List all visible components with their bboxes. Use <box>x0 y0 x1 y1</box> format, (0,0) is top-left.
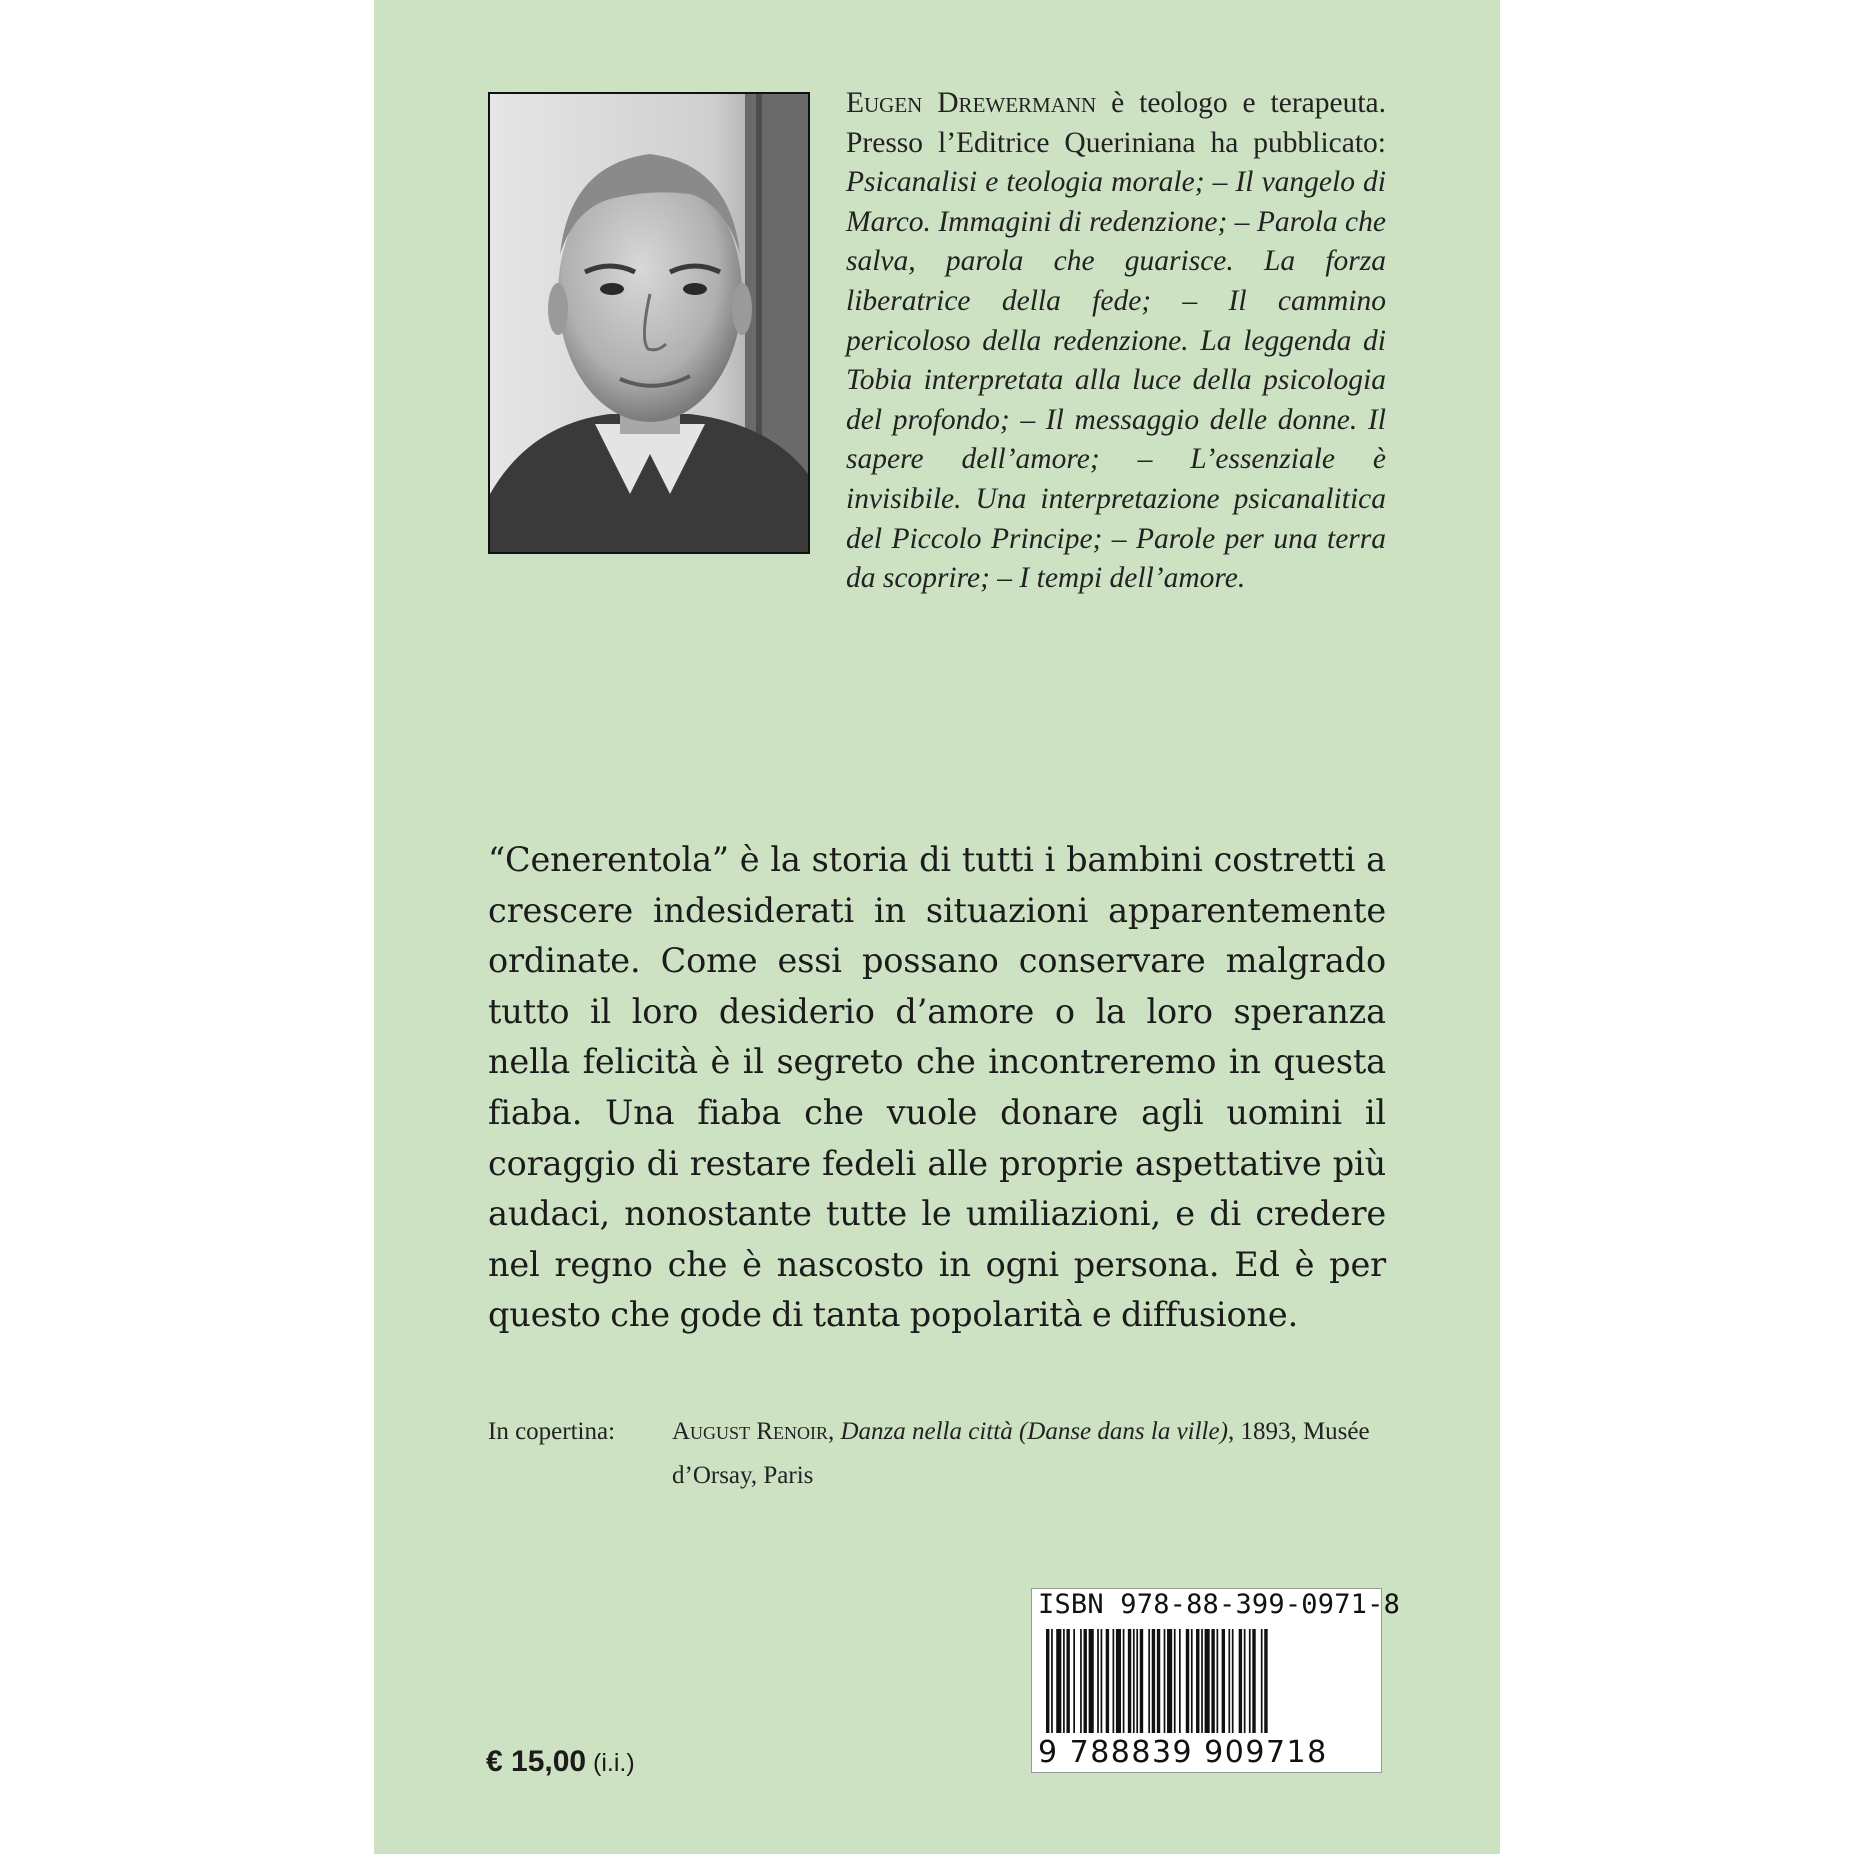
barcode-bar <box>1244 1629 1246 1733</box>
barcode-bar <box>1196 1629 1199 1733</box>
barcode-bar <box>1116 1629 1121 1733</box>
bio-titles: Psicanalisi e teologia morale; – Il vangelo di Marco. Immagini di redenzione; – Parola che salva, parola che guarisce. La forza liberatrice della fede; – Il cammino pericoloso della redenzione. La leggenda di Tobia interpretata alla luce della psicologia del profondo; – Il messaggio delle donne. Il sapere dell’amore; – L’essenziale è invisibile. Una interpretazione psicanalitica del Piccolo Principe; – Parole per una terra da scoprire; – I tempi dell’amore. <box>846 166 1386 595</box>
isbn-label: ISBN 978-88-399-0971-8 <box>1038 1589 1401 1620</box>
barcode-bar <box>1101 1629 1103 1733</box>
barcode-bar <box>1164 1629 1166 1733</box>
barcode-bar <box>1264 1629 1267 1733</box>
cover-artwork-title: Danza nella città (Danse dans la ville) <box>840 1418 1228 1445</box>
barcode-bar <box>1252 1629 1255 1733</box>
price-amount: € 15,00 <box>486 1745 587 1778</box>
barcode-bar <box>1152 1629 1155 1733</box>
barcode-bar <box>1249 1629 1251 1733</box>
barcode-bar <box>1123 1629 1125 1733</box>
barcode-bar <box>1106 1629 1109 1733</box>
cover-artwork-details: , 1893, Musée d’Orsay, Paris <box>672 1418 1370 1489</box>
barcode-bar <box>1136 1629 1138 1733</box>
author-name: Eugen Drewermann <box>846 87 1097 119</box>
barcode-bar <box>1063 1629 1065 1733</box>
ean-digits: 9 788839 909718 <box>1038 1735 1328 1770</box>
barcode-bar <box>1080 1629 1082 1733</box>
barcode-bar <box>1046 1629 1049 1733</box>
price <box>486 1745 635 1779</box>
barcode-bar <box>1261 1629 1263 1733</box>
barcode-bar <box>1140 1629 1143 1733</box>
barcode-bar <box>1148 1629 1150 1733</box>
barcode-bar <box>1073 1629 1075 1733</box>
barcode-bar <box>1056 1629 1061 1733</box>
price-suffix: (i.i.) <box>586 1749 635 1777</box>
isbn-barcode <box>1031 1588 1401 1773</box>
cover-credit-separator: , <box>827 1418 841 1445</box>
barcode-bar <box>1205 1629 1210 1733</box>
cover-artist: August Renoir <box>672 1418 828 1445</box>
barcode-bar <box>1066 1629 1069 1733</box>
barcode-bar <box>1186 1629 1189 1733</box>
author-photo <box>488 92 810 554</box>
barcode-bar <box>1167 1629 1172 1733</box>
barcode-bar <box>1157 1629 1160 1733</box>
barcode-bar <box>1239 1629 1242 1733</box>
barcode-bar <box>1174 1629 1176 1733</box>
barcode-bar <box>1051 1629 1053 1733</box>
barcode-bar <box>1128 1629 1131 1733</box>
barcode-bar <box>1133 1629 1135 1733</box>
cover-credit-body <box>672 1410 1372 1498</box>
barcode-bar <box>1084 1629 1087 1733</box>
barcode-bar <box>1228 1629 1230 1733</box>
book-blurb: “Cenerentola” è la storia di tutti i bambini costretti a crescere indesiderati in situazioni apparentemente ordinate. Come essi possano conservare malgrado tutto il loro desiderio d’amore o la loro speranza nella felicità è il segreto che incontreremo in questa fiaba. Una fiaba che vuole donare agli uomini il coraggio di restare fedeli alle proprie aspettative più audaci, nonostante tutte le umiliazioni, e di credere nel regno che è nascosto in ogni persona. Ed è per questo che gode di tanta popolarità e diffusione. <box>488 840 1386 1335</box>
barcode-bar <box>1179 1629 1181 1733</box>
bio-intro: è teologo e terapeuta. Presso l’Editrice Queriniana ha pubblicato: <box>846 87 1386 159</box>
author-bio <box>846 84 1386 599</box>
barcode-bar <box>1211 1629 1214 1733</box>
barcode-bar <box>1089 1629 1094 1733</box>
barcode-bar <box>1097 1629 1099 1733</box>
barcode-bars <box>1046 1629 1370 1741</box>
barcode-bar <box>1113 1629 1115 1733</box>
barcode-bar <box>1191 1629 1193 1733</box>
barcode-bar <box>1217 1629 1219 1733</box>
barcode-bar <box>1201 1629 1203 1733</box>
cover-credit-label: In copertina: <box>488 1418 616 1445</box>
barcode-bar <box>1232 1629 1234 1733</box>
barcode-bar <box>1222 1629 1225 1733</box>
